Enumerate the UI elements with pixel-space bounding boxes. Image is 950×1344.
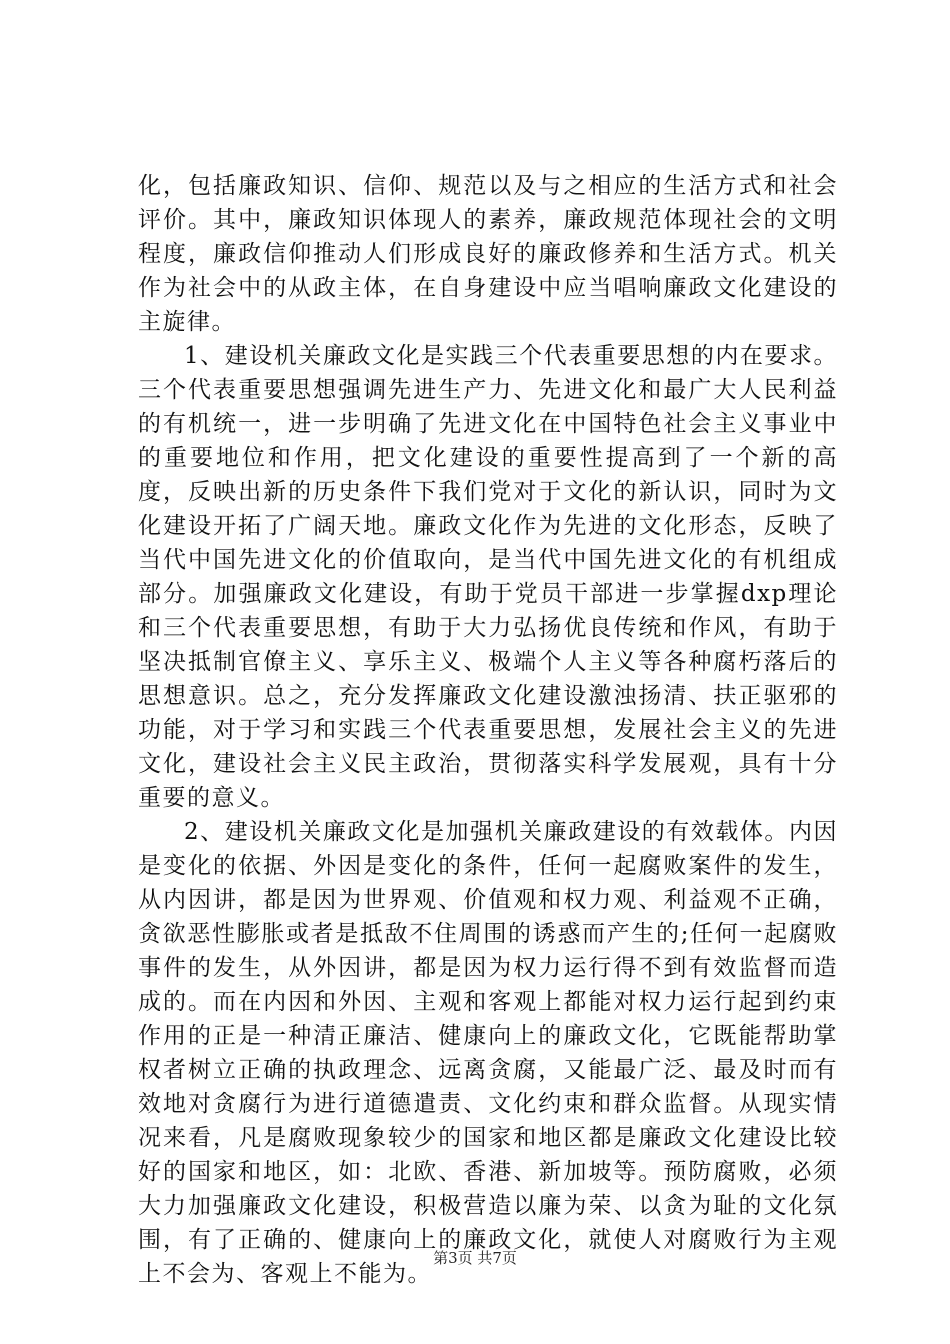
paragraph-point-2: 2、建设机关廉政文化是加强机关廉政建设的有效载体。内因是变化的依据、外因是变化的条件，任何一起腐败案件的发生，从内因讲，都是因为世界观、价值观和权力观、利益观不正确，贪欲恶性膨胀或者是抵敌不住周围的诱惑而产生的;任何一起腐败事件的发生，从外因讲，都是因为权力运行得不到有效监督而造成的。而在内因和外因、主观和客观上都能对权力运行起到约束作用的正是一种清正廉洁、健康向上的廉政文化，它既能帮助掌权者树立正确的执政理念、远离贪腐，又能最广泛、最及时而有效地对贪腐行为进行道德遣责、文化约束和群众监督。从现实情况来看，凡是腐败现象较少的国家和地区都是廉政文化建设比较好的国家和地区，如：北欧、香港、新加坡等。预防腐败，必须大力加强廉政文化建设，积极营造以廉为荣、以贪为耻的文化氛围，有了正确的、健康向上的廉政文化，就使人对腐败行为主观上不会为、客观上不能为。 bbox=[138, 819, 838, 1287]
document-body bbox=[138, 169, 838, 1291]
page-number-footer: 第3页 共7页 bbox=[433, 1249, 517, 1267]
paragraph-point-1: 1、建设机关廉政文化是实践三个代表重要思想的内在要求。三个代表重要思想强调先进生产力、先进文化和最广大人民利益的有机统一，进一步明确了先进文化在中国特色社会主义事业中的重要地位和作用，把文化建设的重要性提高到了一个新的高度，反映出新的历史条件下我们党对于文化的新认识，同时为文化建设开拓了广阔天地。廉政文化作为先进的文化形态，反映了当代中国先进文化的价值取向，是当代中国先进文化的有机组成部分。加强廉政文化建设，有助于党员干部进一步掌握dxp理论和三个代表重要思想，有助于大力弘扬优良传统和作风，有助于坚决抵制官僚主义、享乐主义、极端个人主义等各种腐朽落后的思想意识。总之，充分发挥廉政文化建设激浊扬清、扶正驱邪的功能，对于学习和实践三个代表重要思想，发展社会主义的先进文化，建设社会主义民主政治，贯彻落实科学发展观，具有十分重要的意义。 bbox=[138, 343, 838, 811]
paragraph-continuation: 化，包括廉政知识、信仰、规范以及与之相应的生活方式和社会评价。其中，廉政知识体现人的素养，廉政规范体现社会的文明程度，廉政信仰推动人们形成良好的廉政修养和生活方式。机关作为社会中的从政主体，在自身建设中应当唱响廉政文化建设的主旋律。 bbox=[138, 173, 838, 335]
